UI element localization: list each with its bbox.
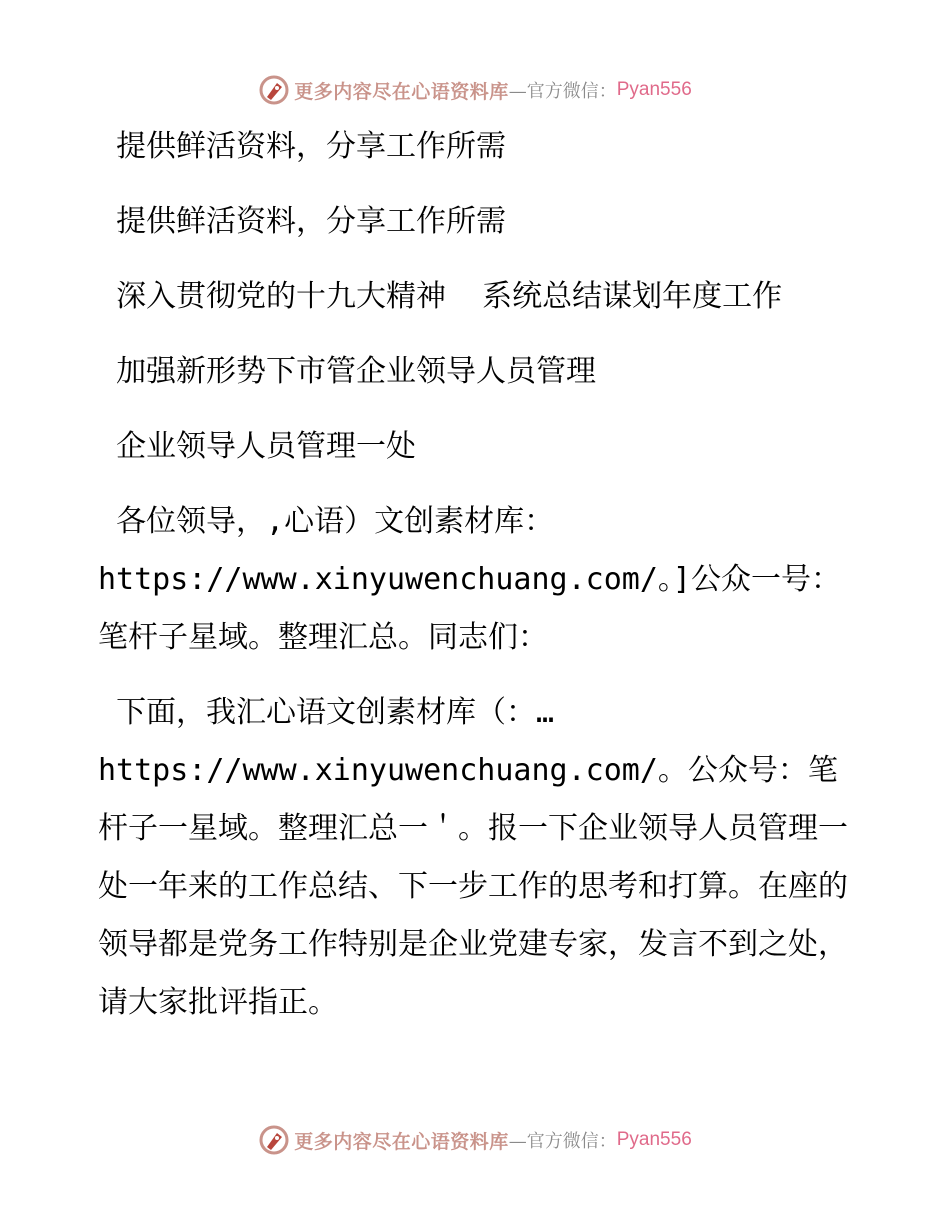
paragraph: 提供鲜活资料，分享工作所需	[98, 129, 507, 164]
banner-wechat-id: Pyan556	[616, 79, 692, 100]
paragraph: 深入贯彻党的十九大精神 系统总结谋划年度工作	[98, 279, 783, 314]
document-body	[98, 118, 858, 1032]
banner-subtitle: —官方微信：	[508, 81, 617, 102]
banner-title: 更多内容尽在心语资料库	[294, 1130, 509, 1153]
banner-subtitle: —官方微信：	[508, 1131, 617, 1152]
paragraph: 提供鲜活资料，分享工作所需	[98, 204, 507, 239]
pen-nib-icon	[258, 74, 290, 106]
paragraph: 各位领导，,心语）文创素材库：https://www.xinyuwenchuang.com/。]公众一号：笔杆子星域。整理汇总。同志们：	[98, 504, 841, 655]
paragraph: 下面，我汇心语文创素材库（：…https://www.xinyuwenchuang.com/。公众号：笔杆子一星域。整理汇总一＇。报一下企业领导人员管理一处一年来的工作总结、下一步工作的思考和打算。在座的领导都是党务工作特别是企业党建专家，发言不到之处，请大家批评指正。	[98, 695, 848, 1020]
banner-wechat-id: Pyan556	[616, 1129, 692, 1150]
banner-title: 更多内容尽在心语资料库	[294, 80, 509, 103]
pen-nib-icon	[258, 1124, 290, 1156]
footer-banner	[0, 1120, 950, 1160]
paragraph: 加强新形势下市管企业领导人员管理	[98, 354, 597, 389]
header-banner	[0, 70, 950, 110]
paragraph: 企业领导人员管理一处	[98, 429, 417, 464]
